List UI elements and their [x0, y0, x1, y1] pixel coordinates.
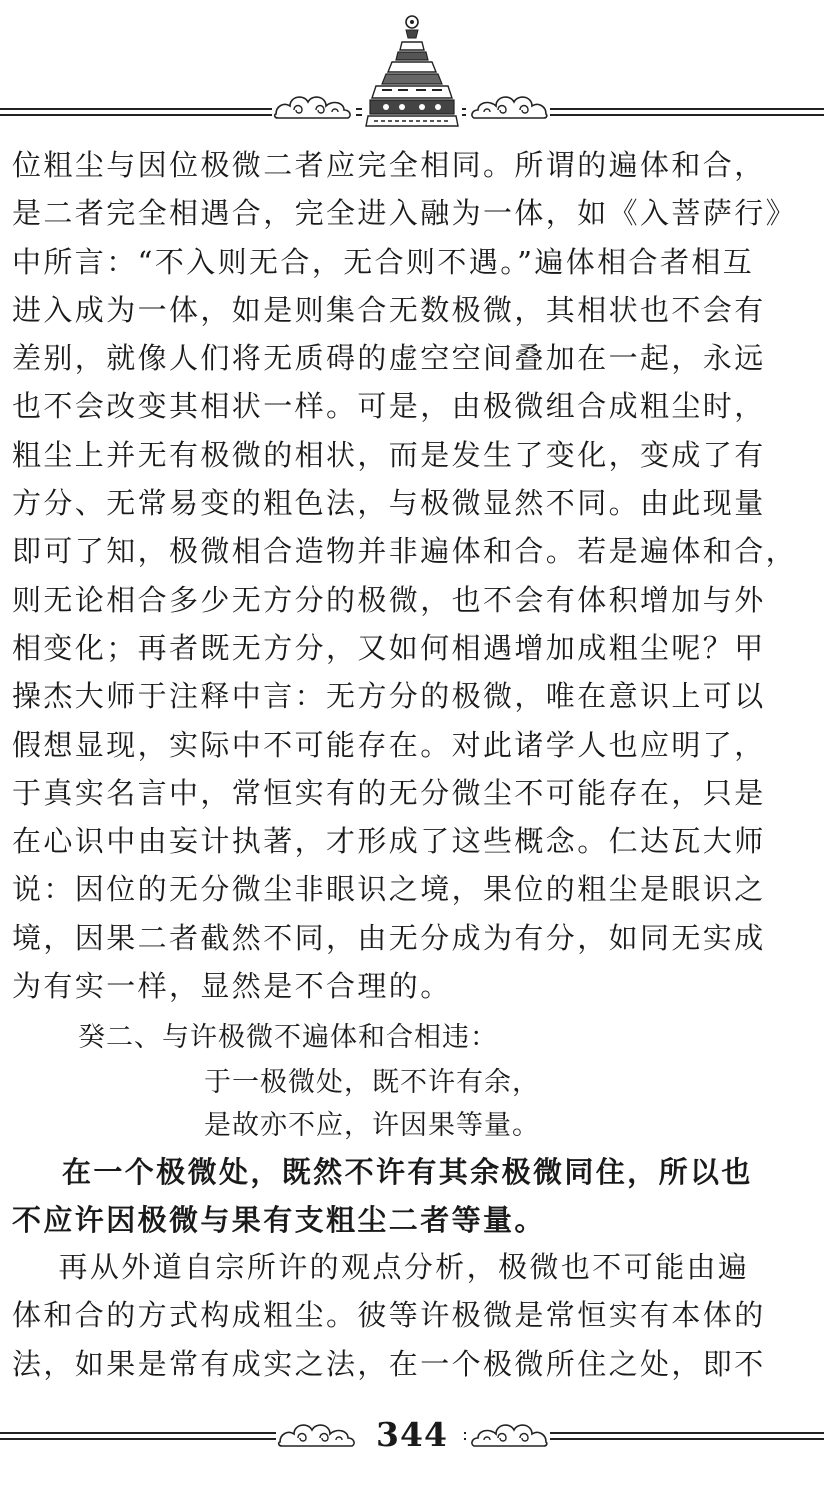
section-heading: 癸二、与许极微不遍体和合相违： — [78, 1022, 498, 1053]
cloud-ornament-icon — [276, 1416, 360, 1450]
page-number: 344 — [376, 1415, 448, 1454]
paragraph-2 — [12, 1243, 812, 1388]
text-line: 说：因位的无分微尘非眼识之境，果位的粗尘是眼识之 — [12, 872, 766, 907]
text-line: 粗尘上并无有极微的相状，而是发生了变化，变成了有 — [12, 437, 766, 472]
text-line: 则无论相合多少无方分的极微，也不会有体积增加与外 — [12, 582, 766, 617]
text-line: 也不会改变其相状一样。可是，由极微组合成粗尘时， — [12, 389, 766, 424]
text-line: 再从外道自宗所许的观点分析，极微也不可能由遍 — [12, 1250, 750, 1284]
text-line: 在一个极微处，既然不许有其余极微同住，所以也 — [12, 1155, 753, 1189]
text-line: 是二者完全相遇合，完全进入融为一体，如《入菩萨行》 — [12, 196, 798, 231]
text-line: 即可了知，极微相合造物并非遍体和合。若是遍体和合， — [12, 534, 798, 569]
text-line: 进入成为一体，如是则集合无数极微，其相状也不会有 — [12, 292, 766, 327]
bold-commentary — [12, 1148, 812, 1245]
text-line: 操杰大师于注释中言：无方分的极微，唯在意识上可以 — [12, 679, 766, 714]
text-line: 假想显现，实际中不可能存在。对此诸学人也应明了， — [12, 727, 766, 762]
text-line: 在心识中由妄计执著，才形成了这些概念。仁达瓦大师 — [12, 824, 766, 859]
text-line: 法，如果是常有成实之法，在一个极微所住之处，即不 — [12, 1346, 766, 1381]
text-line: 不应许因极微与果有支粗尘二者等量。 — [12, 1203, 546, 1238]
cloud-ornament-icon — [466, 1416, 550, 1450]
text-line: 为有实一样，显然是不合理的。 — [12, 969, 452, 1004]
cloud-ornament-icon — [466, 88, 550, 122]
text-line: 差别，就像人们将无质碍的虚空空间叠加在一起，永远 — [12, 341, 766, 376]
text-line: 中所言：“不入则无合，无合则不遇。”遍体相合者相互 — [12, 244, 755, 279]
verse-line: 是故亦不应，许因果等量。 — [204, 1110, 540, 1141]
text-line: 于真实名言中，常恒实有的无分微尘不可能存在，只是 — [12, 775, 766, 810]
page-number-box — [360, 1410, 464, 1460]
text-line: 位粗尘与因位极微二者应完全相同。所谓的遍体和合， — [12, 148, 766, 182]
text-line: 方分、无常易变的粗色法，与极微显然不同。由此现量 — [12, 486, 766, 521]
stupa-icon — [362, 14, 462, 132]
paragraph-1 — [12, 141, 812, 1010]
text-line: 境，因果二者截然不同，由无分成为有分，如同无实成 — [12, 920, 766, 955]
text-line: 相变化；再者既无方分，又如何相遇增加成粗尘呢？甲 — [12, 630, 766, 665]
verse-line: 于一极微处，既不许有余， — [204, 1067, 540, 1098]
cloud-ornament-icon — [272, 88, 356, 122]
text-line: 体和合的方式构成粗尘。彼等许极微是常恒实有本体的 — [12, 1298, 766, 1333]
